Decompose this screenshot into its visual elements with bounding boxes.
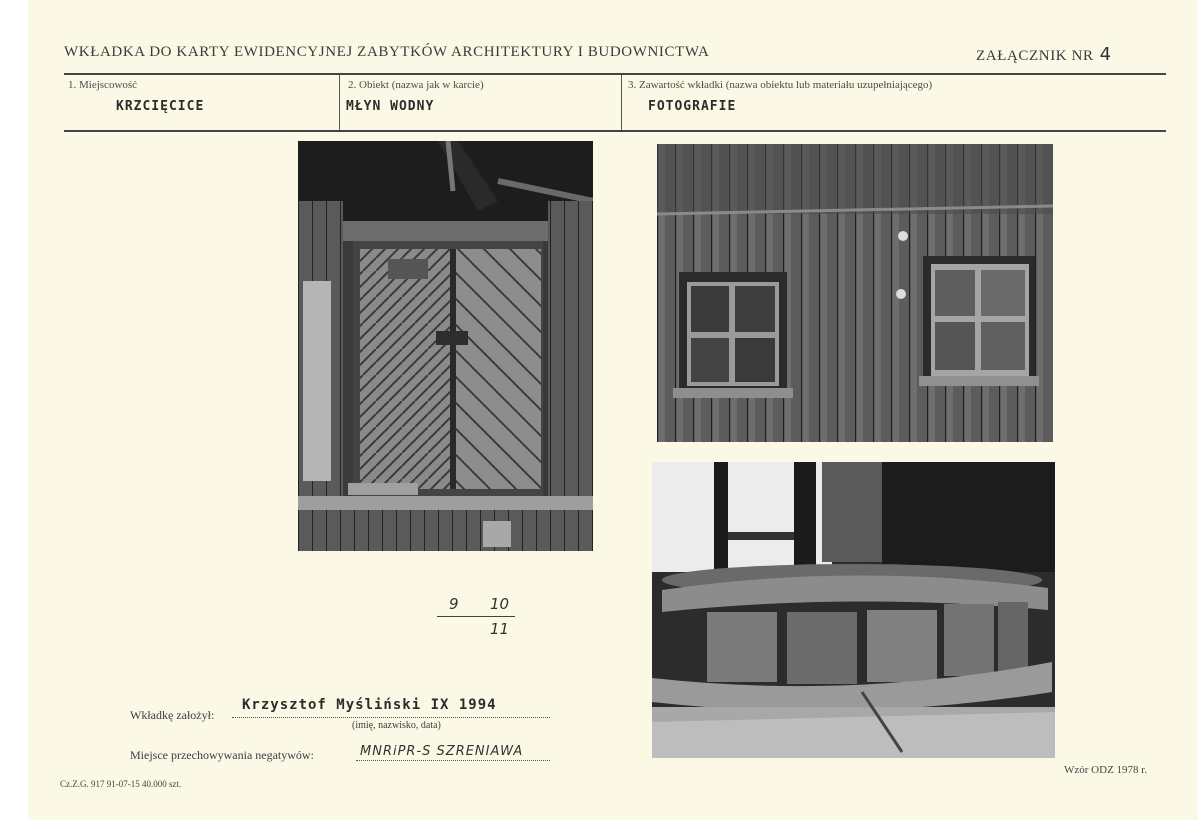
annex-label: ZAŁĄCZNIK NR: [976, 48, 1094, 64]
author-value: Krzysztof Myśliński IX 1994: [242, 697, 497, 713]
field-label-object: 2. Obiekt (nazwa jak w karcie): [348, 79, 484, 91]
negatives-dotted-line: [356, 760, 550, 761]
field-separator: [621, 75, 622, 130]
photo-ref-top-left: 9: [449, 595, 459, 613]
header-rule-bottom: [64, 130, 1166, 132]
form-model: Wzór ODZ 1978 r.: [1064, 764, 1148, 776]
field-separator: [339, 75, 340, 130]
field-label-locality: 1. Miejscowość: [68, 79, 138, 91]
field-value-contents: FOTOGRAFIE: [648, 99, 737, 114]
header-rule-top: [64, 73, 1166, 75]
photo-mill-wall-windows: [657, 144, 1053, 442]
negatives-value: MNRiPR-S SZRENIAWA: [360, 744, 524, 759]
photo-mill-door: [298, 141, 593, 551]
negatives-label: Miejsce przechowywania negatywów:: [130, 748, 314, 762]
field-label-contents: 3. Zawartość wkładki (nazwa obiektu lub materiału uzupełniającego): [628, 79, 933, 91]
photo-millstone-mechanism: [652, 462, 1055, 758]
author-dotted-line: [232, 717, 550, 718]
form-title: WKŁADKA DO KARTY EWIDENCYJNEJ ZABYTKÓW ARCHITEKTURY I BUDOWNICTWA: [64, 44, 710, 60]
photo-ref-top-right: 10: [490, 595, 510, 613]
photo-ref-bottom: 11: [490, 620, 510, 638]
photo-ref-divider: [437, 616, 515, 617]
field-value-object: MŁYN WODNY: [346, 99, 435, 114]
author-label: Wkładkę założył:: [130, 708, 215, 722]
author-caption: (imię, nazwisko, data): [352, 720, 441, 731]
field-value-locality: KRZCIĘCICE: [116, 99, 205, 114]
annex-number-value: 4: [1099, 44, 1112, 65]
annex-number: [976, 44, 1112, 65]
print-info: Cz.Z.G. 917 91-07-15 40.000 szt.: [60, 779, 182, 789]
